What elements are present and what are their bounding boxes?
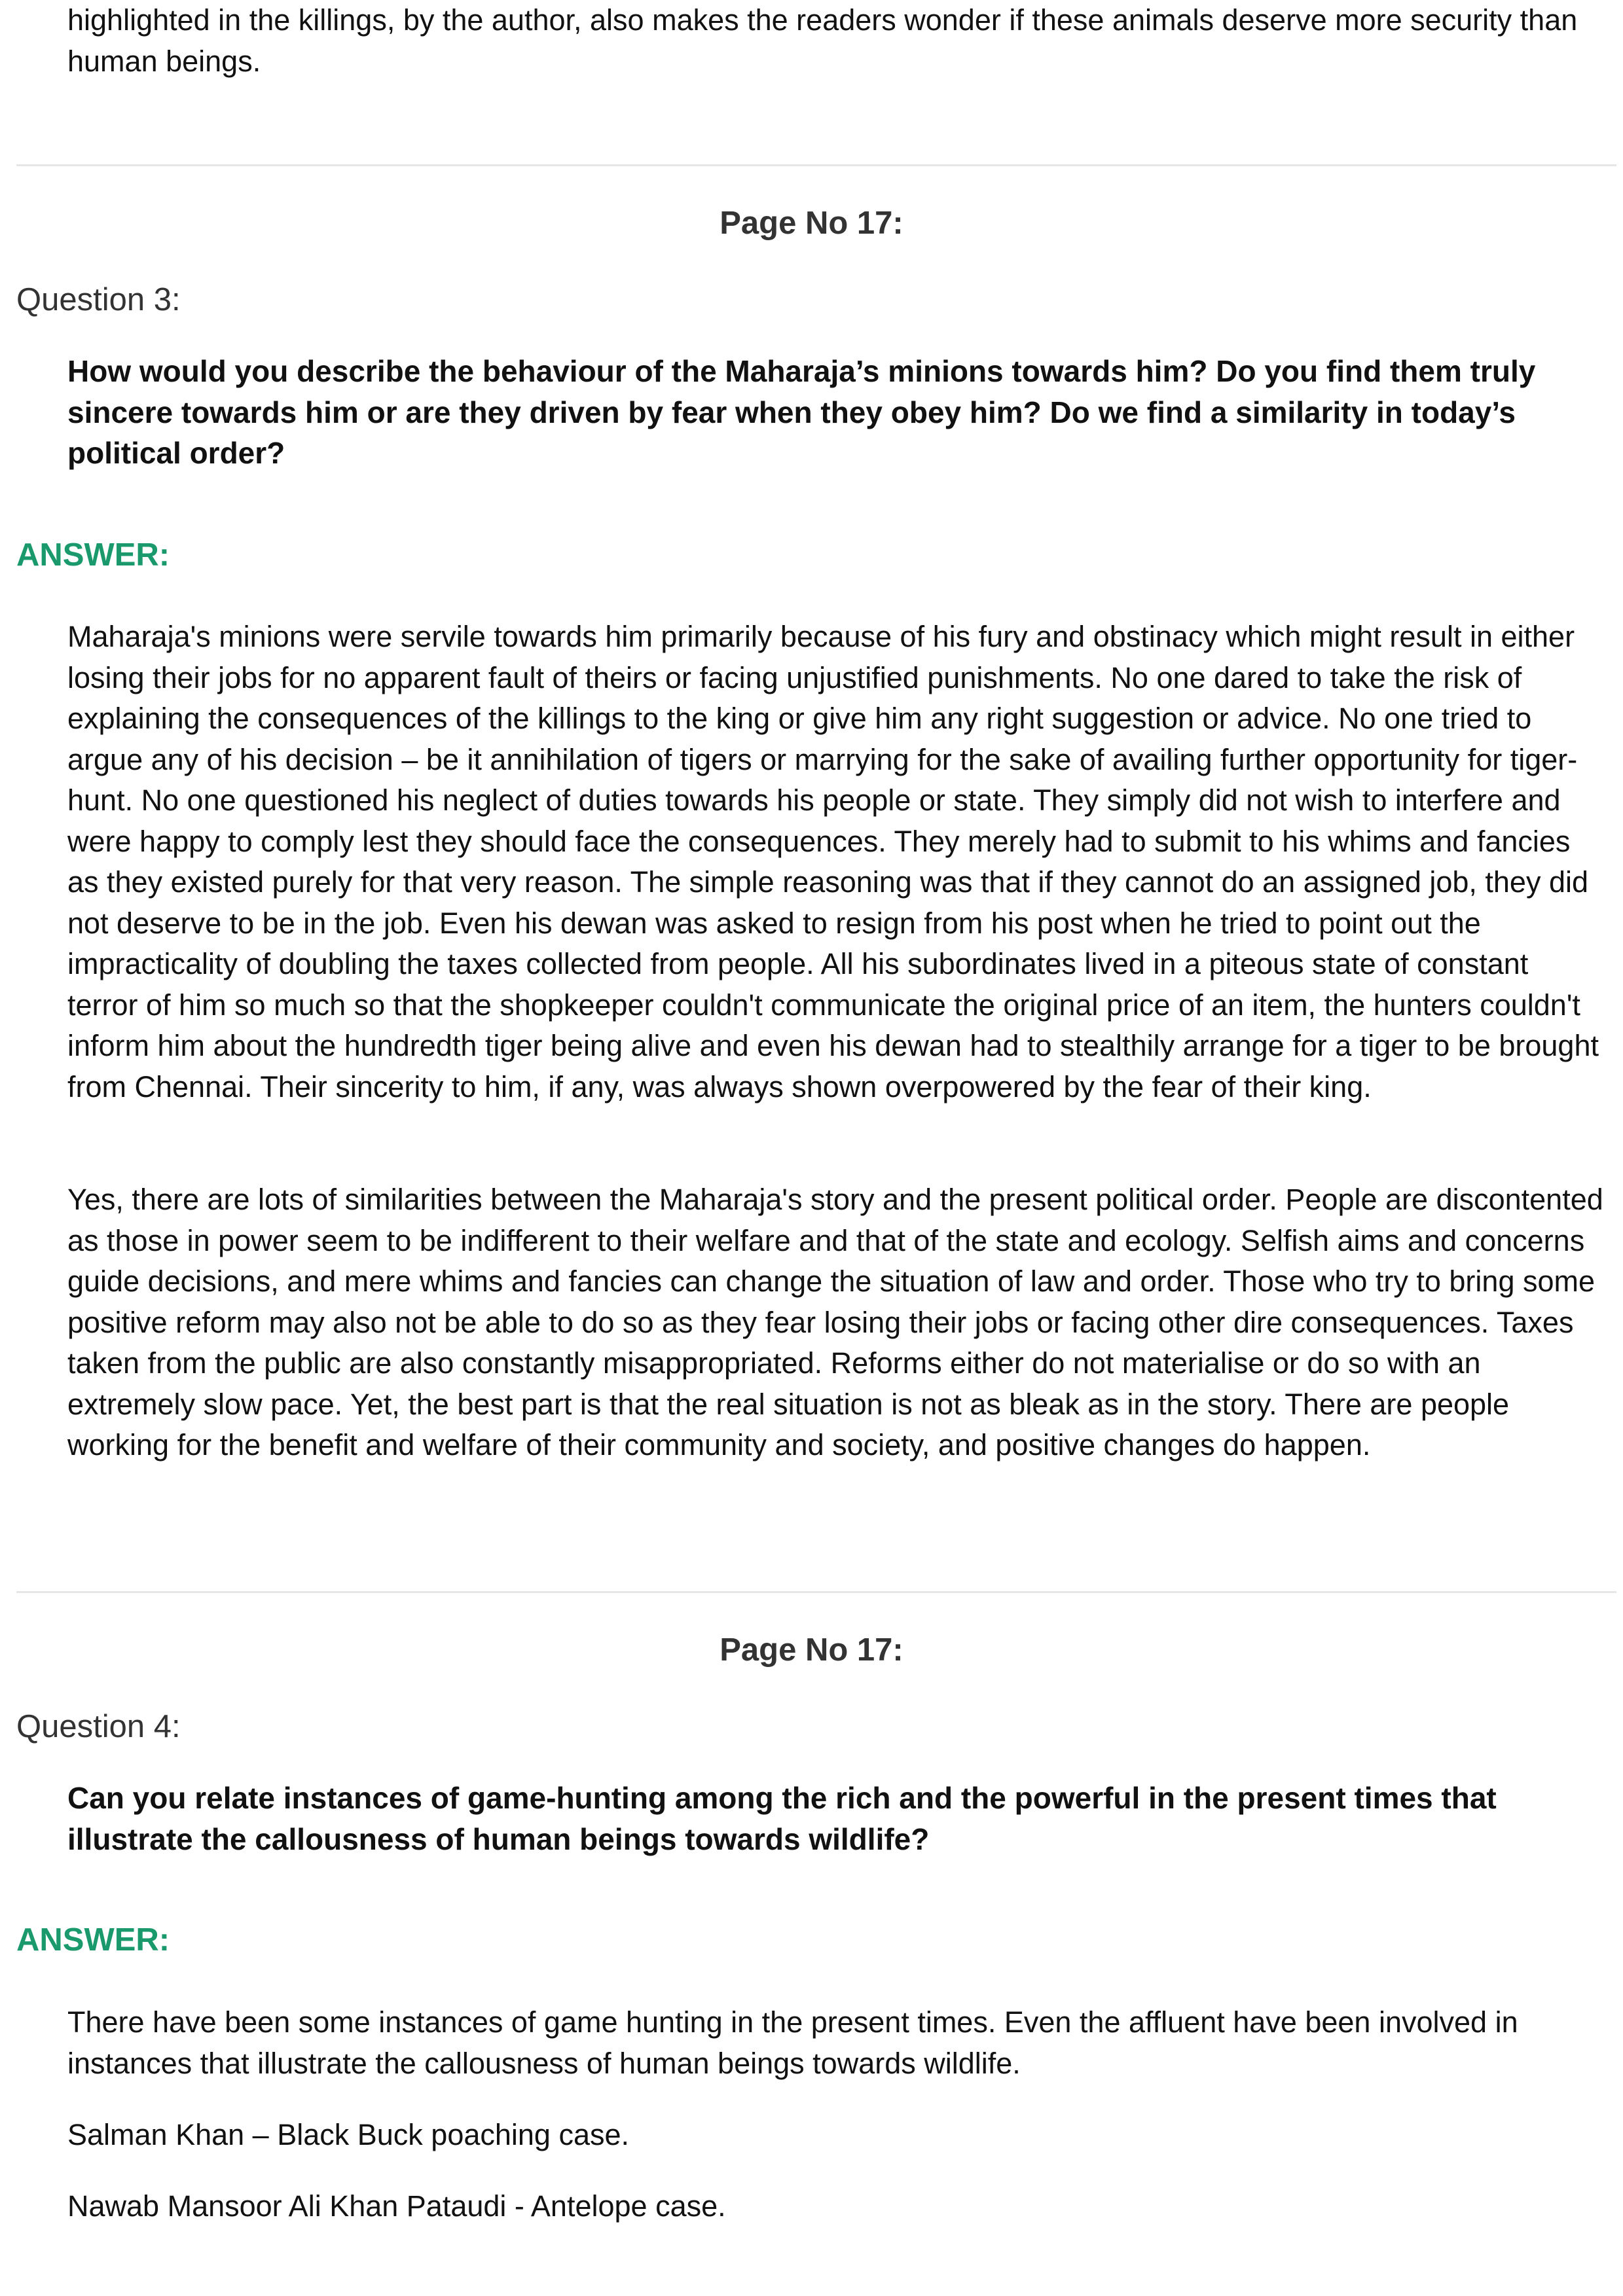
question-label: Question 4:	[16, 1709, 181, 1744]
section-divider	[16, 1591, 1616, 1593]
answer-paragraph: Nawab Mansoor Ali Khan Pataudi - Antelope case.	[67, 2189, 726, 2223]
page-number-heading: Page No 17:	[720, 1632, 903, 1668]
answer-label: ANSWER:	[16, 1922, 170, 1958]
page-number-heading: Page No 17:	[720, 206, 903, 241]
question-text: Can you relate instances of game-hunting among the rich and the powerful in the present times that illustrate the callousness of human beings towards wildlife?	[67, 1781, 1497, 1856]
question-label: Question 3:	[16, 282, 181, 317]
answer-paragraph: Yes, there are lots of similarities between the Maharaja's story and the present political order. People are discontented as those in power seem to be indifferent to their welfare and that of the state and ecology. Selfish aims and concerns guide decisions, and mere whims and fancies can change the situation of law and order. Those who try to bring some positive reform may also not be able to do so as they fear losing their jobs or facing other dire consequences. Taxes taken from the public are also constantly misappropriated. Reforms either do not materialise or do so with an extremely slow pace. Yet, the best part is that the real situation is not as bleak as in the story. There are people working for the benefit and welfare of their community and society, and positive changes do happen.	[67, 1183, 1603, 1462]
answer-paragraph: Maharaja's minions were servile towards him primarily because of his fury and obstinacy which might result in either losing their jobs for no apparent fault of theirs or facing unjustified punishments. No one dared to take the risk of explaining the consequences of the killings to the king or give him any right suggestion or advice. No one tried to argue any of his decision – be it annihilation of tigers or marrying for the sake of availing further opportunity for tiger-hunt. No one questioned his neglect of duties towards his people or state. They simply did not wish to interfere and were happy to comply lest they should face the consequences. They merely had to submit to his whims and fancies as they existed purely for that very reason. The simple reasoning was that if they cannot do an assigned job, they did not deserve to be in the job. Even his dewan was asked to resign from his post when he tried to point out the impracticality of doubling the taxes collected from people. All his subordinates lived in a piteous state of constant terror of him so much so that the shopkeeper couldn't communicate the original price of an item, the hunters couldn't inform him about the hundredth tiger being alive and even his dewan had to stealthily arrange for a tiger to be brought from Chennai. Their sincerity to him, if any, was always shown overpowered by the fear of their king.	[67, 620, 1599, 1103]
answer-paragraph: There have been some instances of game hunting in the present times. Even the affluent have been involved in instances that illustrate the callousness of human beings towards wildlife.	[67, 2005, 1518, 2080]
answer-paragraph: Salman Khan – Black Buck poaching case.	[67, 2118, 630, 2151]
top-fragment-paragraph: highlighted in the killings, by the author, also makes the readers wonder if these animals deserve more security than human beings.	[67, 3, 1578, 78]
question-text: How would you describe the behaviour of the Maharaja’s minions towards him? Do you find them truly sincere towards him or are they driven by fear when they obey him? Do we find a similarity in today’s political order?	[67, 354, 1536, 470]
answer-label: ANSWER:	[16, 537, 170, 573]
section-divider	[16, 164, 1616, 166]
